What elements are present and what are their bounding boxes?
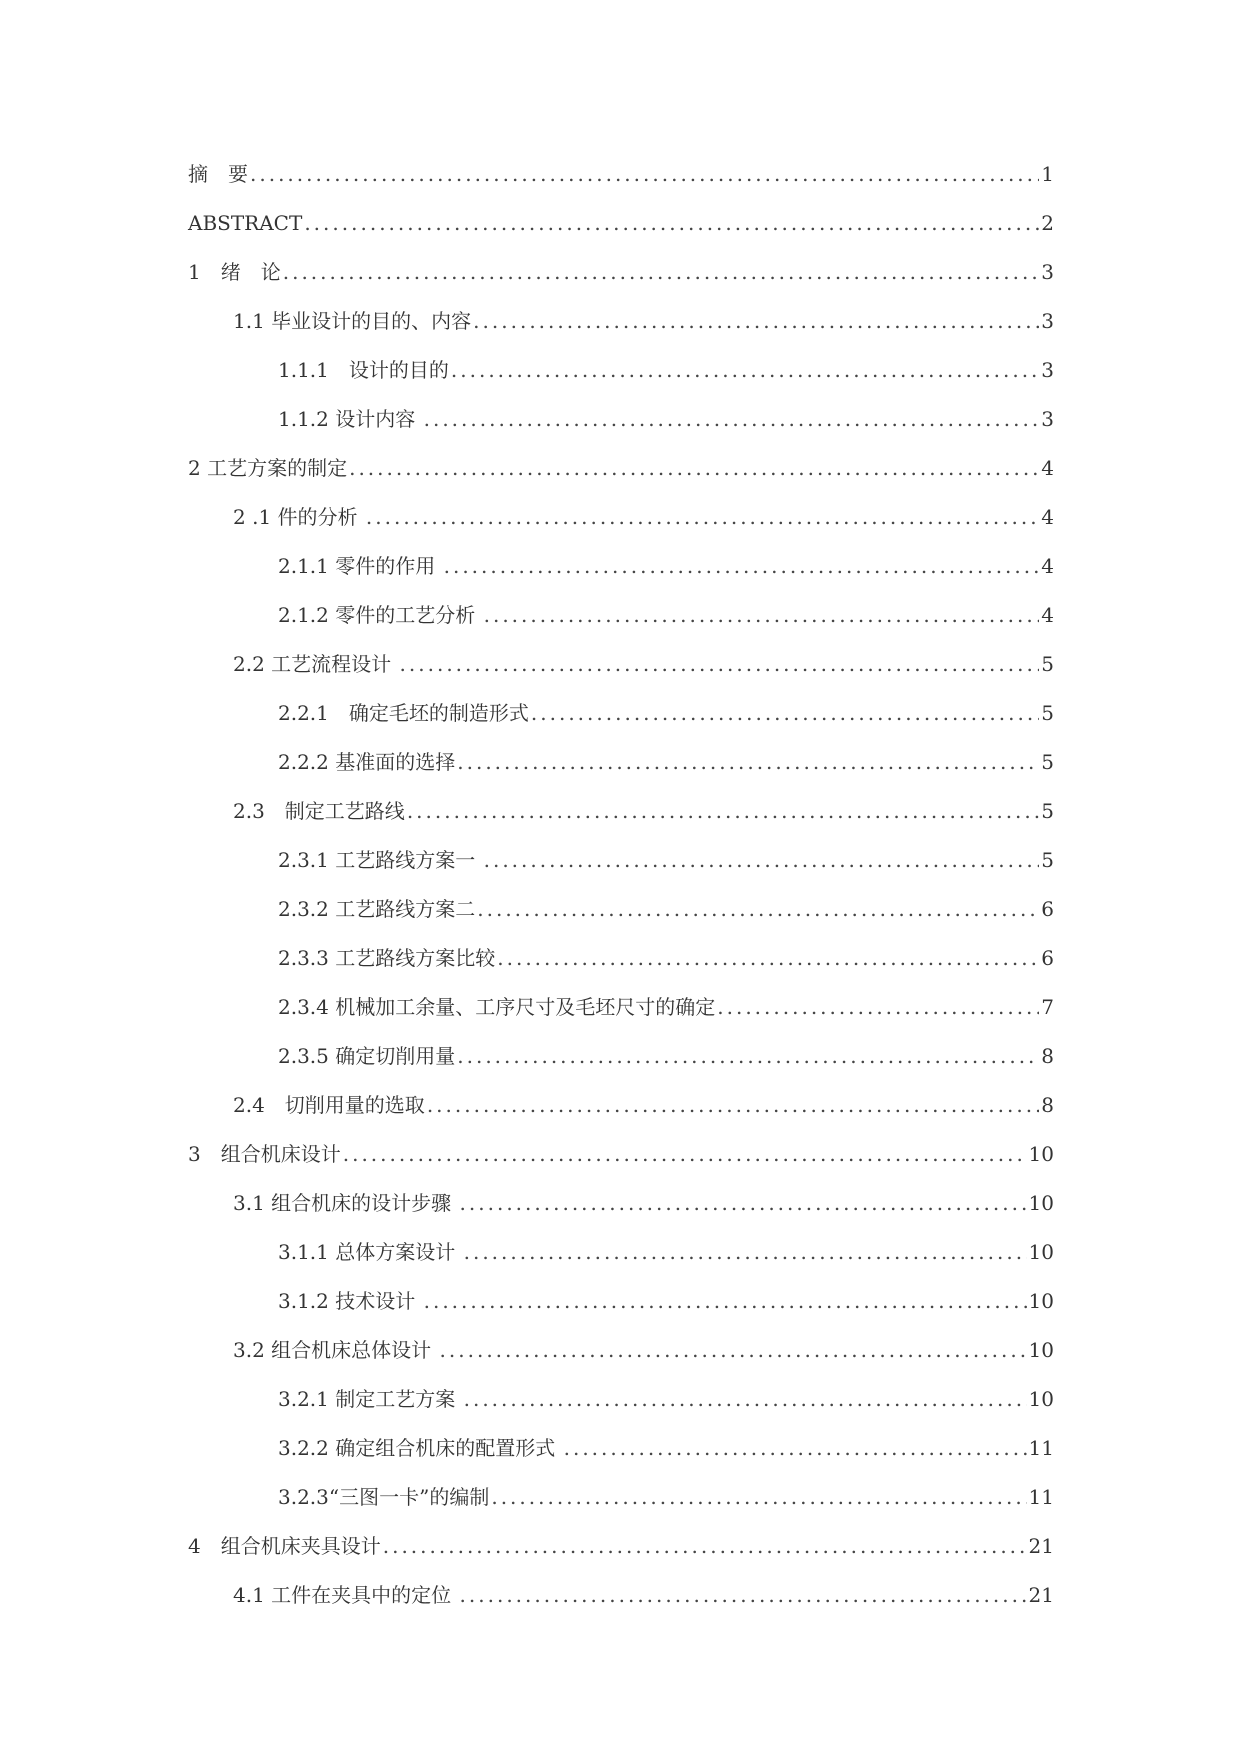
- toc-entry-title: 3.2.2 确定组合机床的配置形式: [278, 1436, 562, 1460]
- toc-dot-leader: [457, 738, 1039, 787]
- toc-dot-leader: [440, 1326, 1027, 1375]
- toc-entry-title: 3.1 组合机床的设计步骤: [233, 1191, 458, 1215]
- toc-entry-title: 2.3.1 工艺路线方案一: [278, 848, 482, 872]
- toc-entry[interactable]: [188, 1277, 1054, 1326]
- toc-entry[interactable]: [188, 493, 1054, 542]
- toc-entry[interactable]: [188, 1179, 1054, 1228]
- toc-entry[interactable]: [188, 738, 1054, 787]
- toc-dot-leader: [484, 836, 1040, 885]
- toc-entry-title: 1.1.2 设计内容: [278, 407, 422, 431]
- toc-entry-page-number: 11: [1028, 1436, 1054, 1460]
- toc-entry[interactable]: [188, 885, 1054, 934]
- toc-dot-leader: [464, 1228, 1027, 1277]
- toc-entry-page-number: 5: [1041, 799, 1054, 823]
- toc-entry-title: 2.3.5 确定切削用量: [278, 1044, 456, 1068]
- toc-dot-leader: [383, 1522, 1027, 1571]
- toc-entry-title: 2 工艺方案的制定: [188, 456, 348, 480]
- toc-entry-page-number: 10: [1028, 1240, 1054, 1264]
- toc-entry-page-number: 5: [1041, 848, 1054, 872]
- toc-dot-leader: [349, 444, 1039, 493]
- toc-dot-leader: [473, 297, 1039, 346]
- toc-entry[interactable]: [188, 542, 1054, 591]
- toc-entry[interactable]: [188, 346, 1054, 395]
- toc-entry[interactable]: [188, 1130, 1054, 1179]
- toc-entry-page-number: 10: [1028, 1142, 1054, 1166]
- toc-dot-leader: [444, 542, 1040, 591]
- toc-entry[interactable]: [188, 591, 1054, 640]
- toc-entry[interactable]: [188, 248, 1054, 297]
- toc-dot-leader: [564, 1424, 1027, 1473]
- toc-entry-page-number: 21: [1028, 1534, 1054, 1558]
- toc-entry-page-number: 5: [1041, 701, 1054, 725]
- toc-entry-title: 摘 要: [188, 162, 248, 186]
- toc-dot-leader: [460, 1179, 1027, 1228]
- toc-entry-page-number: 10: [1028, 1338, 1054, 1362]
- toc-dot-leader: [250, 150, 1039, 199]
- toc-entry-title: 1 绪 论: [188, 260, 281, 284]
- toc-entry-title: 3.2.1 制定工艺方案: [278, 1387, 462, 1411]
- toc-entry-title: 3.2.3“三图一卡”的编制: [278, 1485, 490, 1509]
- toc-entry-page-number: 4: [1041, 456, 1054, 480]
- toc-entry-page-number: 11: [1028, 1485, 1054, 1509]
- toc-entry-page-number: 10: [1028, 1289, 1054, 1313]
- toc-dot-leader: [366, 493, 1039, 542]
- toc-dot-leader: [343, 1130, 1027, 1179]
- toc-entry[interactable]: [188, 1375, 1054, 1424]
- toc-entry[interactable]: [188, 1522, 1054, 1571]
- toc-dot-leader: [457, 1032, 1039, 1081]
- toc-entry-page-number: 1: [1041, 162, 1054, 186]
- toc-entry-title: 1.1.1 设计的目的: [278, 358, 449, 382]
- toc-entry[interactable]: [188, 1081, 1054, 1130]
- toc-dot-leader: [717, 983, 1039, 1032]
- toc-entry[interactable]: [188, 1228, 1054, 1277]
- toc-entry-title: 2.1.1 零件的作用: [278, 554, 442, 578]
- toc-entry-title: 1.1 毕业设计的目的、内容: [233, 309, 472, 333]
- toc-dot-leader: [484, 591, 1040, 640]
- toc-entry-title: 2.2 工艺流程设计: [233, 652, 398, 676]
- toc-entry-page-number: 4: [1041, 554, 1054, 578]
- toc-entry-title: 2.3.3 工艺路线方案比较: [278, 946, 496, 970]
- toc-entry[interactable]: [188, 836, 1054, 885]
- toc-entry[interactable]: [188, 983, 1054, 1032]
- toc-dot-leader: [464, 1375, 1027, 1424]
- toc-entry[interactable]: [188, 787, 1054, 836]
- toc-entry-page-number: 3: [1041, 407, 1054, 431]
- toc-entry[interactable]: [188, 1032, 1054, 1081]
- toc-entry-title: 2.2.1 确定毛坯的制造形式: [278, 701, 529, 725]
- toc-entry-title: 2.3.4 机械加工余量、工序尺寸及毛坯尺寸的确定: [278, 995, 716, 1019]
- toc-dot-leader: [283, 248, 1040, 297]
- toc-entry-title: 4 组合机床夹具设计: [188, 1534, 381, 1558]
- toc-dot-leader: [427, 1081, 1039, 1130]
- toc-entry-title: 2.1.2 零件的工艺分析: [278, 603, 482, 627]
- toc-entry-page-number: 2: [1041, 211, 1054, 235]
- toc-entry[interactable]: [188, 1326, 1054, 1375]
- toc-dot-leader: [304, 199, 1039, 248]
- toc-entry[interactable]: [188, 395, 1054, 444]
- toc-entry-title: 3.2 组合机床总体设计: [233, 1338, 438, 1362]
- toc-entry[interactable]: [188, 934, 1054, 983]
- toc-entry-title: 2.3.2 工艺路线方案二: [278, 897, 476, 921]
- toc-entry[interactable]: [188, 297, 1054, 346]
- toc-entry-page-number: 5: [1041, 750, 1054, 774]
- table-of-contents: [188, 150, 1054, 1620]
- toc-dot-leader: [497, 934, 1039, 983]
- toc-entry-page-number: 4: [1041, 603, 1054, 627]
- toc-dot-leader: [491, 1473, 1026, 1522]
- toc-entry-title: 2.4 切削用量的选取: [233, 1093, 425, 1117]
- toc-entry[interactable]: [188, 640, 1054, 689]
- toc-entry-page-number: 3: [1041, 358, 1054, 382]
- toc-entry-page-number: 6: [1041, 946, 1054, 970]
- toc-entry-page-number: 4: [1041, 505, 1054, 529]
- toc-entry-page-number: 8: [1041, 1044, 1054, 1068]
- toc-entry[interactable]: [188, 689, 1054, 738]
- toc-entry-title: ABSTRACT: [188, 211, 303, 235]
- toc-entry-title: 3 组合机床设计: [188, 1142, 341, 1166]
- toc-entry-title: 2.3 制定工艺路线: [233, 799, 405, 823]
- toc-dot-leader: [460, 1571, 1027, 1620]
- toc-dot-leader: [477, 885, 1039, 934]
- toc-entry[interactable]: [188, 1424, 1054, 1473]
- toc-entry[interactable]: [188, 150, 1054, 199]
- toc-entry-page-number: 8: [1041, 1093, 1054, 1117]
- toc-entry-title: 4.1 工件在夹具中的定位: [233, 1583, 458, 1607]
- toc-entry-page-number: 10: [1028, 1387, 1054, 1411]
- toc-dot-leader: [400, 640, 1040, 689]
- toc-dot-leader: [407, 787, 1039, 836]
- toc-entry-title: 3.1.2 技术设计: [278, 1289, 422, 1313]
- toc-entry-page-number: 6: [1041, 897, 1054, 921]
- toc-entry[interactable]: [188, 199, 1054, 248]
- toc-dot-leader: [451, 346, 1039, 395]
- toc-entry[interactable]: [188, 1473, 1054, 1522]
- toc-entry-title: 2 .1 件的分析: [233, 505, 364, 529]
- toc-dot-leader: [531, 689, 1039, 738]
- toc-entry-page-number: 3: [1041, 309, 1054, 333]
- toc-entry-page-number: 21: [1028, 1583, 1054, 1607]
- toc-entry[interactable]: [188, 1571, 1054, 1620]
- toc-dot-leader: [424, 395, 1040, 444]
- toc-entry-page-number: 7: [1041, 995, 1054, 1019]
- toc-entry-page-number: 3: [1041, 260, 1054, 284]
- toc-entry-title: 2.2.2 基准面的选择: [278, 750, 456, 774]
- toc-entry-title: 3.1.1 总体方案设计: [278, 1240, 462, 1264]
- toc-entry[interactable]: [188, 444, 1054, 493]
- toc-entry-page-number: 10: [1028, 1191, 1054, 1215]
- toc-entry-page-number: 5: [1041, 652, 1054, 676]
- toc-dot-leader: [424, 1277, 1027, 1326]
